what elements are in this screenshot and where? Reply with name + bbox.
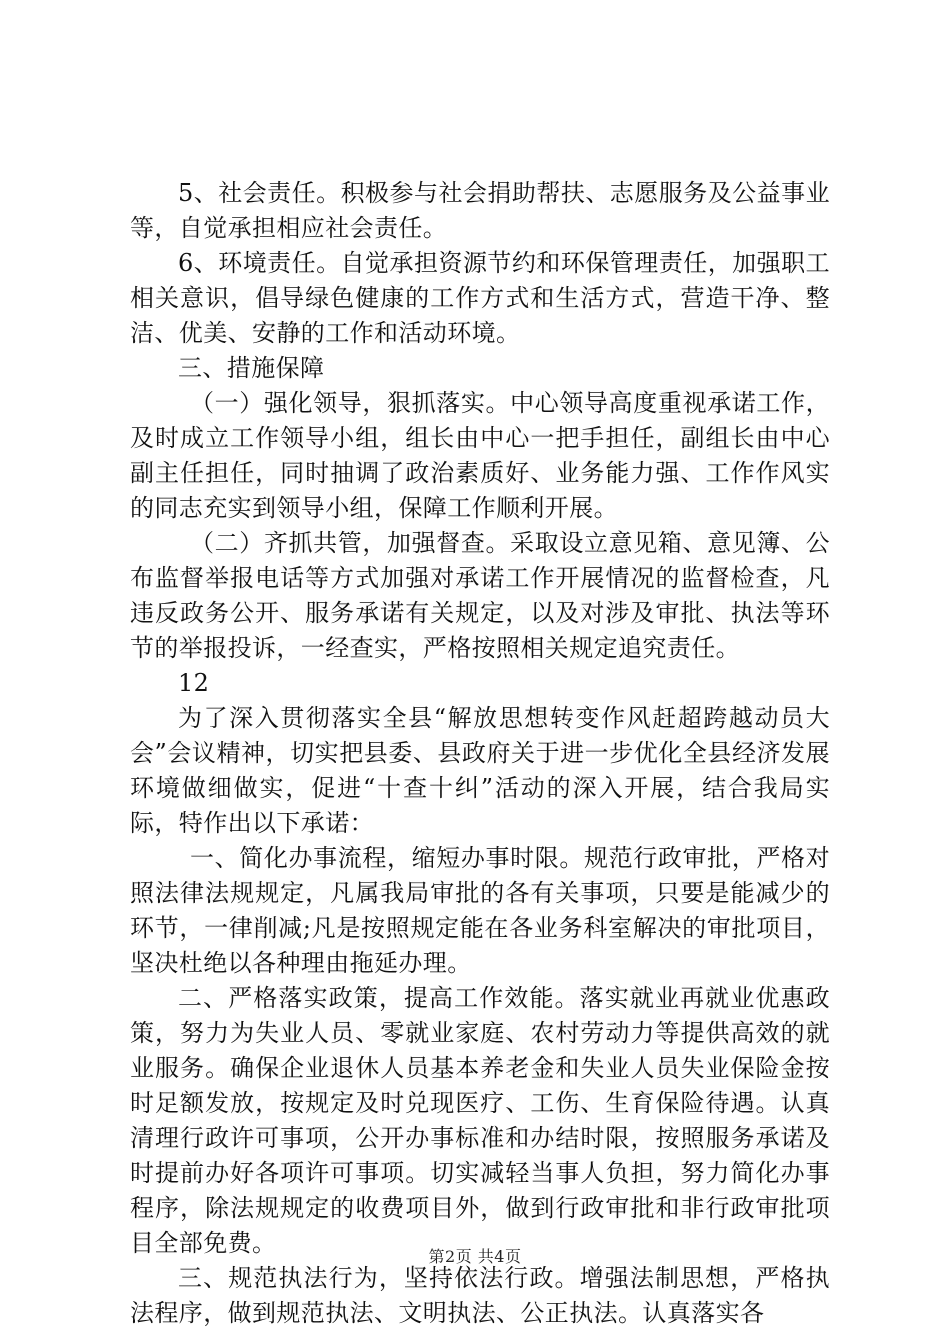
section-heading-measures: 三、措施保障 bbox=[178, 354, 325, 382]
paragraph-intro-commitment: 为了深入贯彻落实全县“解放思想转变作风赶超跨越动员大会”会议精神，切实把县委、县政府关于进一步优化全县经济发展环境做细做实，促进“十查十纠”活动的深入开展，结合我局实际，特作出以下承诺： bbox=[130, 704, 830, 837]
paragraph-implement-policy: 二、严格落实政策，提高工作效能。落实就业再就业优惠政策，努力为失业人员、零就业家庭、农村劳动力等提供高效的就业服务。确保企业退休人员基本养老金和失业人员失业保险金按时足额发放，按规定及时兑现医疗、工伤、生育保险待遇。认真清理行政许可事项，公开办事标准和办结时限，按照服务承诺及时提前办好各项许可事项。切实减轻当事人负担，努力简化办事程序，除法规规定的收费项目外，做到行政审批和非行政审批项目全部免费。 bbox=[130, 984, 830, 1257]
document-body bbox=[130, 176, 830, 1331]
paragraph-simplify-process: 一、简化办事流程，缩短办事时限。规范行政审批，严格对照法律法规规定，凡属我局审批的各有关事项，只要是能减少的环节，一律削减;凡是按照规定能在各业务科室解决的审批项目，坚决杜绝以各种理由拖延办理。 bbox=[130, 844, 830, 977]
section-number: 12 bbox=[178, 669, 210, 697]
paragraph-regulate-law-enforcement: 三、规范执法行为，坚持依法行政。增强法制思想，严格执法程序，做到规范执法、文明执法、公正执法。认真落实各 bbox=[130, 1264, 830, 1327]
paragraph-leadership: （一）强化领导，狠抓落实。中心领导高度重视承诺工作，及时成立工作领导小组，组长由中心一把手担任，副组长由中心副主任担任，同时抽调了政治素质好、业务能力强、工作作风实的同志充实到领导小组，保障工作顺利开展。 bbox=[130, 389, 830, 522]
paragraph-social-responsibility: 5、社会责任。积极参与社会捐助帮扶、志愿服务及公益事业等，自觉承担相应社会责任。 bbox=[130, 179, 830, 242]
page-footer bbox=[0, 1244, 950, 1267]
paragraph-environment-responsibility: 6、环境责任。自觉承担资源节约和环保管理责任，加强职工相关意识，倡导绿色健康的工作方式和生活方式，营造干净、整洁、优美、安静的工作和活动环境。 bbox=[130, 249, 830, 347]
page-number: 第2页 共4页 bbox=[428, 1247, 522, 1266]
paragraph-supervision: （二）齐抓共管，加强督查。采取设立意见箱、意见簿、公布监督举报电话等方式加强对承诺工作开展情况的监督检查，凡违反政务公开、服务承诺有关规定，以及对涉及审批、执法等环节的举报投诉，一经查实，严格按照相关规定追究责任。 bbox=[130, 529, 830, 662]
